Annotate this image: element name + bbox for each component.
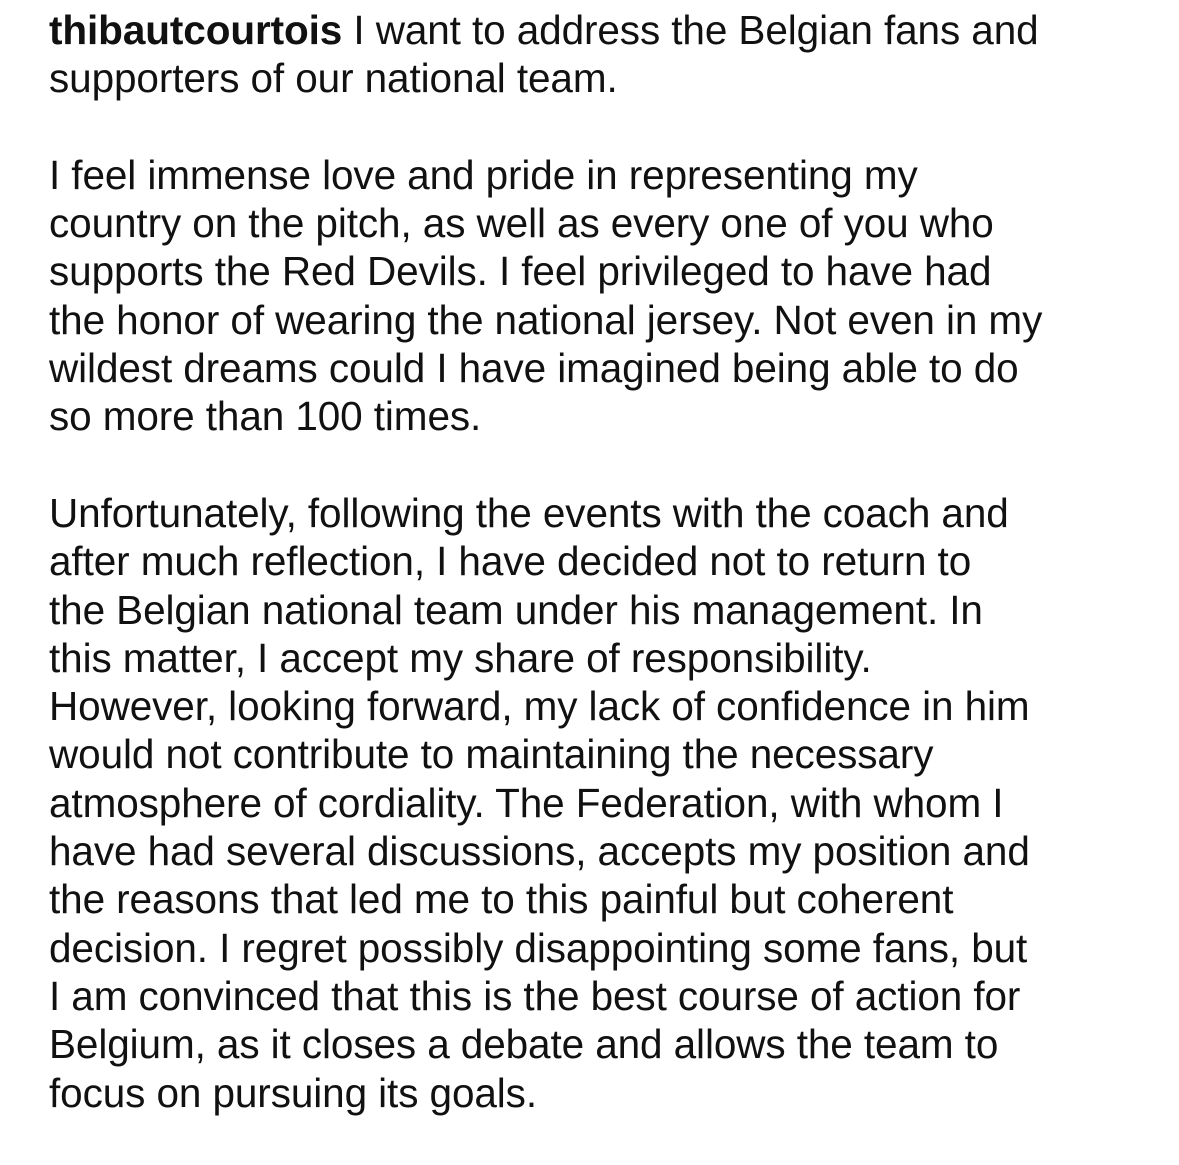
caption-line: supports the Red Devils. I feel privileged to have had (49, 248, 992, 295)
caption-line: I am convinced that this is the best course of action for (49, 972, 1021, 1019)
caption-line: Unfortunately, following the events with the coach and (49, 489, 1009, 536)
post-caption (49, 6, 1159, 1165)
caption-line: so more than 100 times. (49, 393, 482, 440)
caption-paragraph-3 (49, 489, 1159, 1117)
caption-line: focus on pursuing its goals. (49, 1069, 537, 1116)
caption-paragraph-1 (49, 6, 1159, 103)
caption-line: country on the pitch, as well as every one of you who (49, 200, 994, 247)
caption-text: I want to address the Belgian fans and (342, 7, 1039, 53)
caption-line: after much reflection, I have decided not to return to (49, 538, 972, 585)
caption-line: wildest dreams could I have imagined being able to do (49, 345, 1019, 392)
caption-line: the Belgian national team under his management. In (49, 586, 983, 633)
caption-paragraph-2 (49, 151, 1159, 441)
caption-line: atmosphere of cordiality. The Federation, with whom I (49, 779, 1004, 826)
caption-line: However, looking forward, my lack of confidence in him (49, 683, 1030, 730)
caption-line: I feel immense love and pride in representing my (49, 151, 918, 198)
caption-line: have had several discussions, accepts my position and (49, 828, 1030, 875)
caption-line: the honor of wearing the national jersey. Not even in my (49, 296, 1043, 343)
caption-line: Belgium, as it closes a debate and allows the team to (49, 1021, 999, 1068)
caption-line: this matter, I accept my share of responsibility. (49, 634, 872, 681)
caption-line: would not contribute to maintaining the necessary (49, 731, 934, 778)
username-link[interactable]: thibautcourtois (49, 7, 343, 53)
caption-line: the reasons that led me to this painful but coherent (49, 876, 954, 923)
caption-line: supporters of our national team. (49, 55, 618, 102)
caption-line (49, 6, 1159, 54)
caption-line: decision. I regret possibly disappointing some fans, but (49, 924, 1028, 971)
